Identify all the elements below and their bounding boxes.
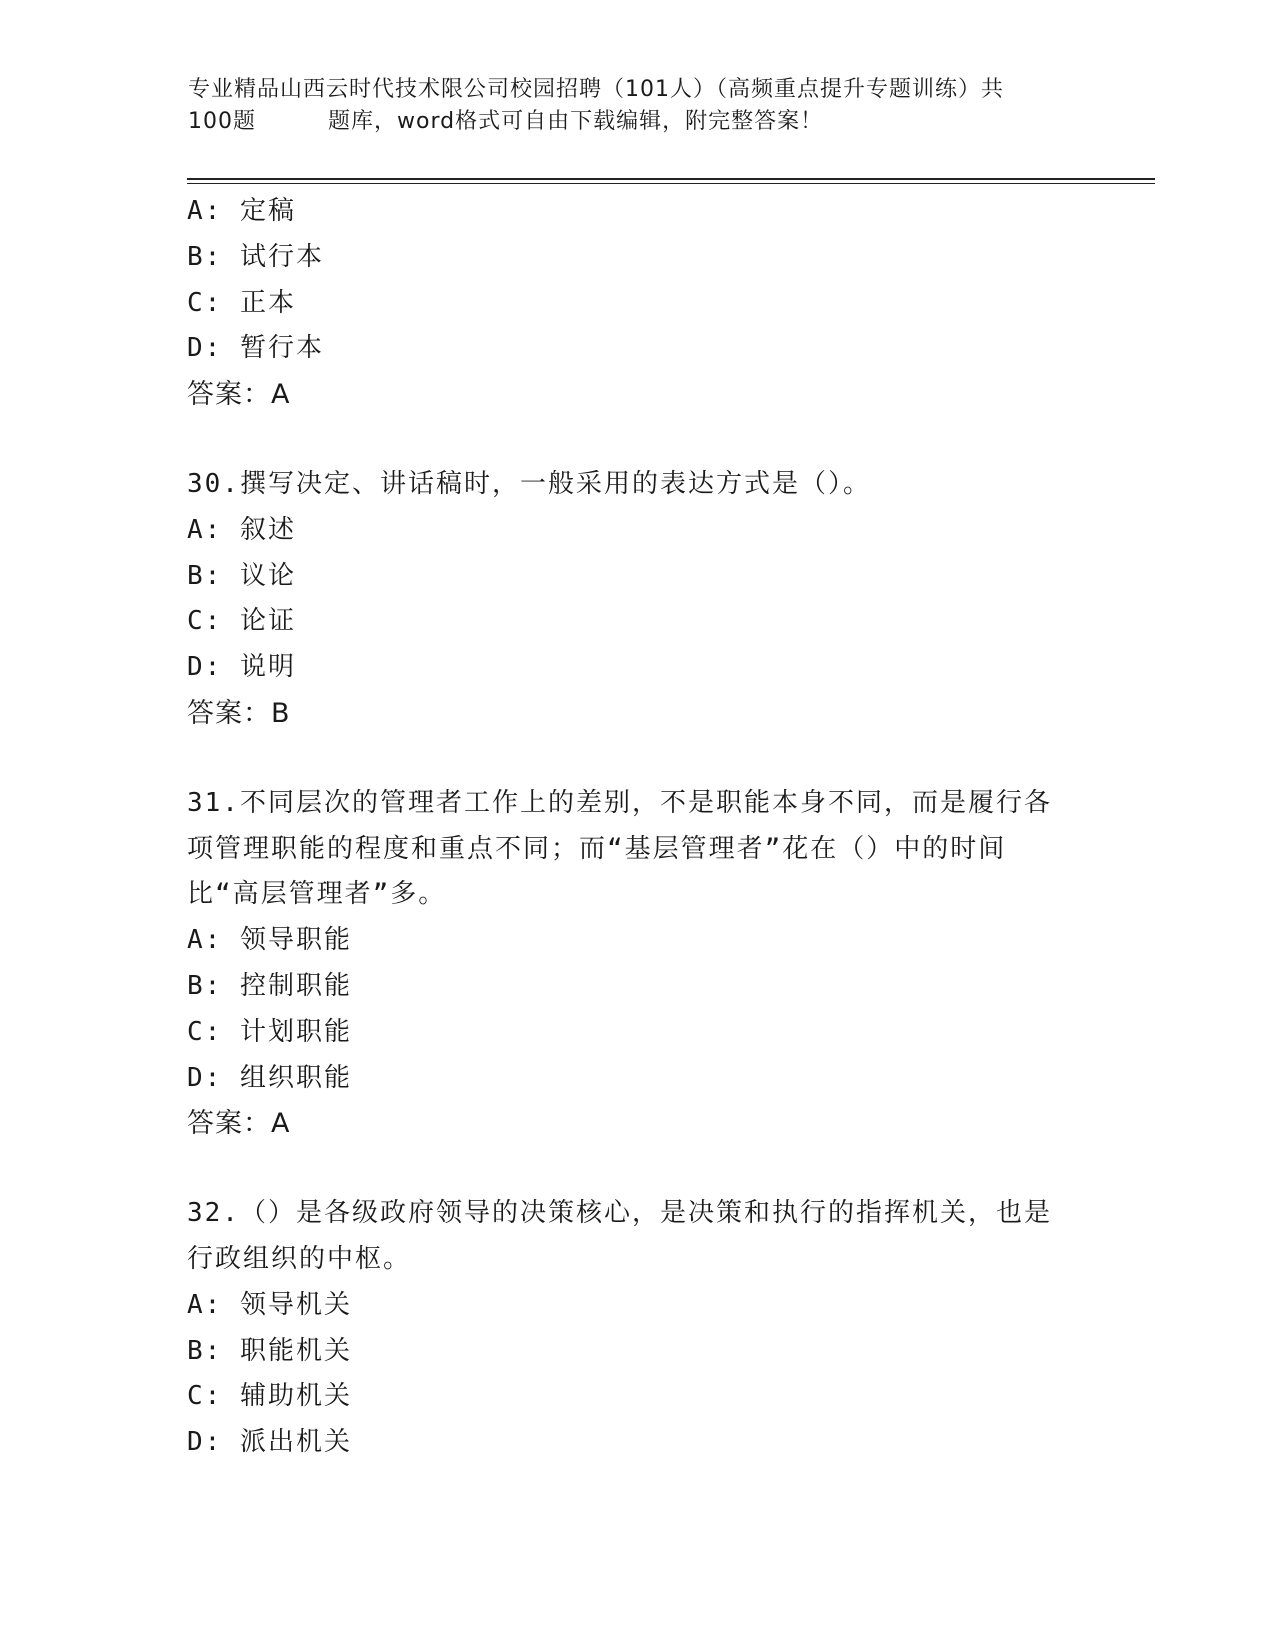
option-b: B: 试行本 [187,241,324,272]
option-d: D: 暂行本 [187,333,324,364]
option-c: C: 论证 [187,606,296,637]
answer-line: 答案：A [187,1108,291,1140]
question-block-29 [187,189,1087,418]
question-text: 30.撰写决定、讲话稿时，一般采用的表达方式是（）。 [187,468,871,499]
option-a: A: 叙述 [187,514,296,545]
question-block-31 [187,781,1087,1147]
option-a: A: 领导职能 [187,925,352,956]
option-b: B: 职能机关 [187,1335,352,1366]
answer-line: 答案：B [187,697,291,729]
option-d: D: 派出机关 [187,1427,352,1458]
option-c: C: 辅助机关 [187,1381,352,1412]
option-d: D: 说明 [187,652,296,683]
header-title-line-2 [188,106,1088,138]
document-body [187,189,1087,1466]
question-text: 项管理职能的程度和重点不同；而“基层管理者”花在（）中的时间 [187,833,1007,864]
question-text: 31.不同层次的管理者工作上的差别，不是职能本身不同，而是履行各 [187,787,1052,818]
header-count: 100题 [188,109,256,134]
answer-line: 答案：A [187,379,291,411]
question-block-30 [187,462,1087,737]
question-text: 行政组织的中枢。 [187,1243,412,1274]
option-d: D: 组织职能 [187,1062,352,1093]
header-title-line-1: 专业精品山西云时代技术限公司校园招聘（101人）（高频重点提升专题训练）共 [188,77,1004,102]
question-text: 比“高层管理者”多。 [187,879,447,910]
option-c: C: 计划职能 [187,1016,352,1047]
question-text: 32.（）是各级政府领导的决策核心，是决策和执行的指挥机关，也是 [187,1198,1052,1229]
option-b: B: 控制职能 [187,970,352,1001]
option-c: C: 正本 [187,287,296,318]
header-description: 题库，word格式可自由下载编辑，附完整答案！ [328,109,824,134]
option-a: A: 定稿 [187,196,296,226]
document-header [188,74,1088,138]
option-b: B: 议论 [187,560,296,591]
option-a: A: 领导机关 [187,1289,352,1320]
question-block-32 [187,1191,1087,1466]
header-divider-thin [187,183,1155,184]
header-divider-thick [187,178,1155,180]
